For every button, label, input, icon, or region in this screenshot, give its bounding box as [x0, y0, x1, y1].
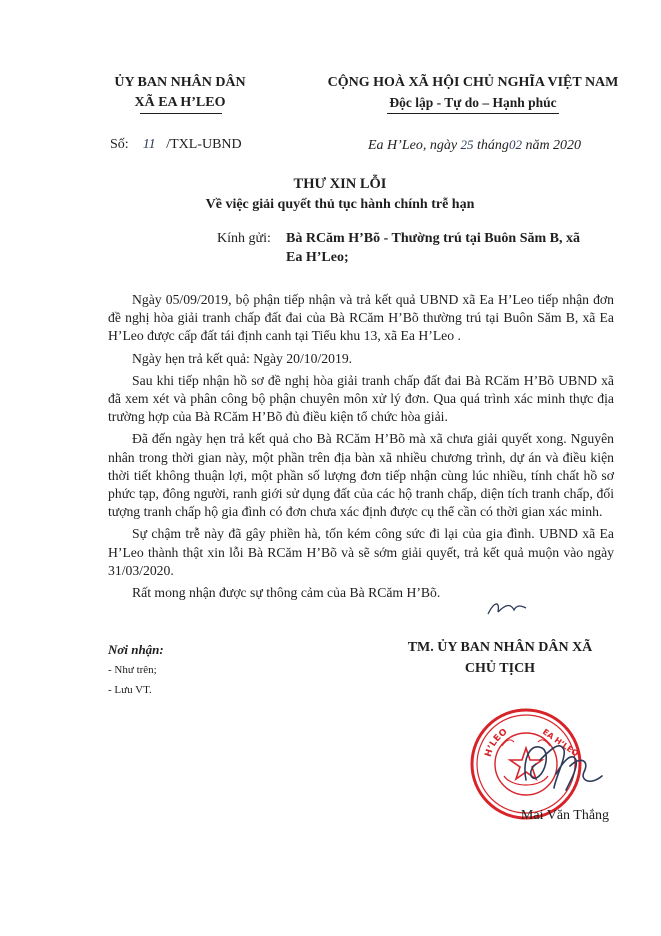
place-date	[368, 137, 581, 154]
agency-name: ỦY BAN NHÂN DÂN	[114, 75, 246, 90]
paragraph: Đã đến ngày hẹn trả kết quả cho Bà RCăm H’Bõ mà xã chưa giải quyết xong. Nguyên nhân trong thời gian này, một phần trên địa bàn xã nhiều chương trình, dự án và điều kiện thời tiết không thuận lợi, một phần số lượng đơn tiếp nhận cùng lúc nhiều, tính chất hồ sơ phức tạp, đông người, ranh giới sử dụng đất của các hộ tranh chấp, diện tích tranh chấp, đối tượng tranh chấp hộ gia đình có đơn chưa xác định được cụ thể cần có thời gian xác minh.	[108, 431, 614, 520]
paragraph: Sau khi tiếp nhận hồ sơ đề nghị hòa giải tranh chấp đất đai Bà RCăm H’Bõ UBND xã đã xem xét và phân công bộ phận chuyên môn xử lý đơn. Qua quá trình xác minh thực địa trường hợp của Bà RCăm H’Bõ đủ điều kiện tổ chức hòa giải.	[108, 372, 614, 425]
handwritten-signature	[520, 730, 610, 800]
recipients-item-1: - Như trên;	[108, 664, 157, 676]
paragraph: Sự chậm trễ này đã gây phiền hà, tốn kém công sức đi lại của gia đình. UBND xã Ea H’Leo thành thật xin lỗi Bà RCăm H’Bõ và sẽ sớm giải quyết, trả kết quả muộn vào ngày 31/03/2020.	[108, 526, 614, 578]
doc-number-suffix: /TXL-UBND	[166, 137, 242, 152]
signature-role: CHỦ TỊCH	[464, 661, 536, 676]
national-title: CỘNG HOÀ XÃ HỘI CHỦ NGHĨA VIỆT NAM	[327, 75, 619, 90]
recipient-line-1: Bà RCăm H’Bõ - Thường trú tại Buôn Săm B, xã	[286, 231, 580, 246]
agency-underline	[140, 113, 222, 114]
seal-text-top: H’LEO	[483, 727, 510, 759]
letter-body	[108, 291, 614, 602]
document-title: THƯ XIN LỖI	[293, 176, 387, 192]
month-label: tháng	[477, 138, 509, 153]
paragraph: Ngày 05/09/2019, bộ phận tiếp nhận và trả kết quả UBND xã Ea H’Leo tiếp nhận đơn đề nghị hòa giải tranh chấp đất đai của Bà RCăm H’Bõ thường trú tại Buôn Săm B, xã Ea H’Leo được cấp đất tái định canh tại Tiểu khu 13, xã Ea H’Leo .	[108, 292, 614, 344]
day-handwritten: 25	[460, 137, 474, 152]
year-text: năm 2020	[525, 138, 582, 153]
signer-name: Mai Văn Thắng	[520, 808, 610, 823]
month-handwritten: 02	[508, 137, 522, 152]
doc-number-handwritten: 11	[142, 137, 156, 152]
recipients-item-2: - Lưu VT.	[108, 684, 152, 696]
document-subject: Về việc giải quyết thủ tục hành chính trễ hạn	[205, 197, 475, 212]
national-motto: Độc lập - Tự do – Hạnh phúc	[389, 95, 557, 110]
motto-underline	[387, 113, 559, 114]
recipient-line-2: Ea H’Leo;	[286, 250, 349, 265]
paragraph: Ngày hẹn trả kết quả: Ngày 20/10/2019.	[132, 350, 353, 366]
document-number	[110, 137, 242, 153]
initials-scribble	[484, 596, 530, 622]
doc-number-prefix: Số:	[110, 137, 129, 152]
paragraph: Rất mong nhận được sự thông cảm của Bà RCăm H’Bõ.	[132, 585, 441, 601]
agency-commune: XÃ EA H’LEO	[134, 95, 226, 110]
place-date-prefix: Ea H’Leo, ngày	[368, 138, 458, 153]
recipients-label: Nơi nhận:	[108, 642, 164, 657]
seal-text-right: EA H’LEO	[540, 727, 581, 759]
signature-title: TM. ỦY BAN NHÂN DÂN XÃ	[407, 640, 593, 655]
recipient-label: Kính gửi:	[217, 231, 271, 246]
